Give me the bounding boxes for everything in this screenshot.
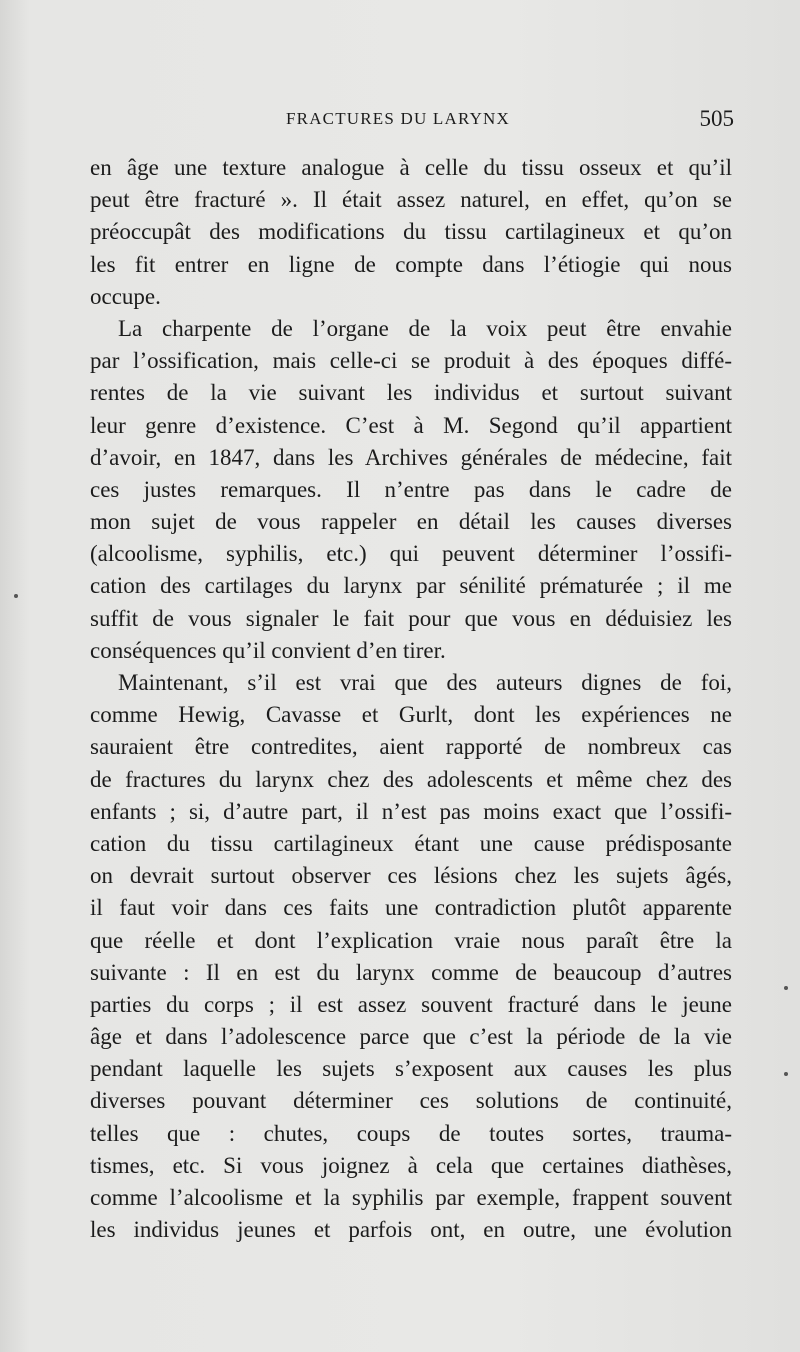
- text-line: ces justes remarques. Il n’entre pas dans le cadre de: [90, 476, 732, 502]
- text-line: par l’ossification, mais celle-ci se produit à des époques diffé-: [90, 348, 732, 374]
- text-line: pendant laquelle les sujets s’exposent aux causes les plus: [90, 1056, 732, 1082]
- page-header: [94, 104, 738, 134]
- text-line: sauraient être contredites, aient rapporté de nombreux cas: [90, 734, 732, 760]
- text-line: diverses pouvant déterminer ces solutions de continuité,: [90, 1088, 732, 1114]
- text-line: cation du tissu cartilagineux étant une cause prédisposante: [90, 830, 732, 856]
- text-line: mon sujet de vous rappeler en détail les causes diverses: [90, 509, 732, 535]
- text-line: tismes, etc. Si vous joignez à cela que certaines diathèses,: [90, 1152, 732, 1178]
- text-line: rentes de la vie suivant les individus et surtout suivant: [90, 380, 732, 406]
- text-line: occupe.: [90, 283, 161, 309]
- text-line: comme l’alcoolisme et la syphilis par exemple, frappent souvent: [90, 1185, 732, 1210]
- text-line: enfants ; si, d’autre part, il n’est pas moins exact que l’ossifi-: [90, 798, 732, 824]
- text-line: en âge une texture analogue à celle du tissu osseux et qu’il: [90, 155, 732, 180]
- text-line: il faut voir dans ces faits une contradiction plutôt apparente: [90, 895, 732, 921]
- body-text: [90, 152, 732, 1246]
- text-line: les fit entrer en ligne de compte dans l’étiogie qui nous: [90, 251, 732, 277]
- text-line: peut être fracturé ». Il était assez naturel, en effet, qu’on se: [90, 187, 732, 213]
- text-line: suivante : Il en est du larynx comme de beaucoup d’autres: [90, 959, 732, 985]
- text-line: cation des cartilages du larynx par sénilité prématurée ; il me: [90, 573, 732, 599]
- text-line: que réelle et dont l’explication vraie nous paraît être la: [90, 927, 732, 953]
- text-line: leur genre d’existence. C’est à M. Segond qu’il appartient: [90, 412, 732, 438]
- text-line: conséquences qu’il convient d’en tirer.: [90, 637, 446, 663]
- running-title: FRACTURES DU LARYNX: [286, 109, 510, 128]
- text-line: Maintenant, s’il est vrai que des auteurs dignes de foi,: [118, 670, 732, 695]
- text-line: parties du corps ; il est assez souvent fracturé dans le jeune: [90, 991, 732, 1017]
- text-line: les individus jeunes et parfois ont, en outre, une évolution: [90, 1217, 732, 1243]
- text-line: telles que : chutes, coups de toutes sortes, trauma-: [90, 1120, 732, 1146]
- text-line: âge et dans l’adolescence parce que c’est la période de la vie: [90, 1024, 732, 1050]
- margin-speck: [14, 594, 18, 598]
- margin-speck: [784, 1072, 788, 1076]
- text-line: suffit de vous signaler le fait pour que vous en déduisiez les: [90, 605, 732, 631]
- text-line: comme Hewig, Cavasse et Gurlt, dont les expériences ne: [90, 702, 732, 728]
- page-number: 505: [699, 106, 734, 131]
- text-line: préoccupât des modifications du tissu cartilagineux et qu’on: [90, 219, 732, 245]
- text-line: d’avoir, en 1847, dans les Archives générales de médecine, fait: [90, 444, 732, 470]
- text-line: on devrait surtout observer ces lésions chez les sujets âgés,: [90, 863, 732, 889]
- text-line: de fractures du larynx chez des adolescents et même chez des: [90, 766, 732, 792]
- margin-speck: [784, 986, 788, 990]
- text-line: (alcoolisme, syphilis, etc.) qui peuvent déterminer l’ossifi-: [90, 541, 732, 567]
- text-line: La charpente de l’organe de la voix peut être envahie: [118, 315, 732, 341]
